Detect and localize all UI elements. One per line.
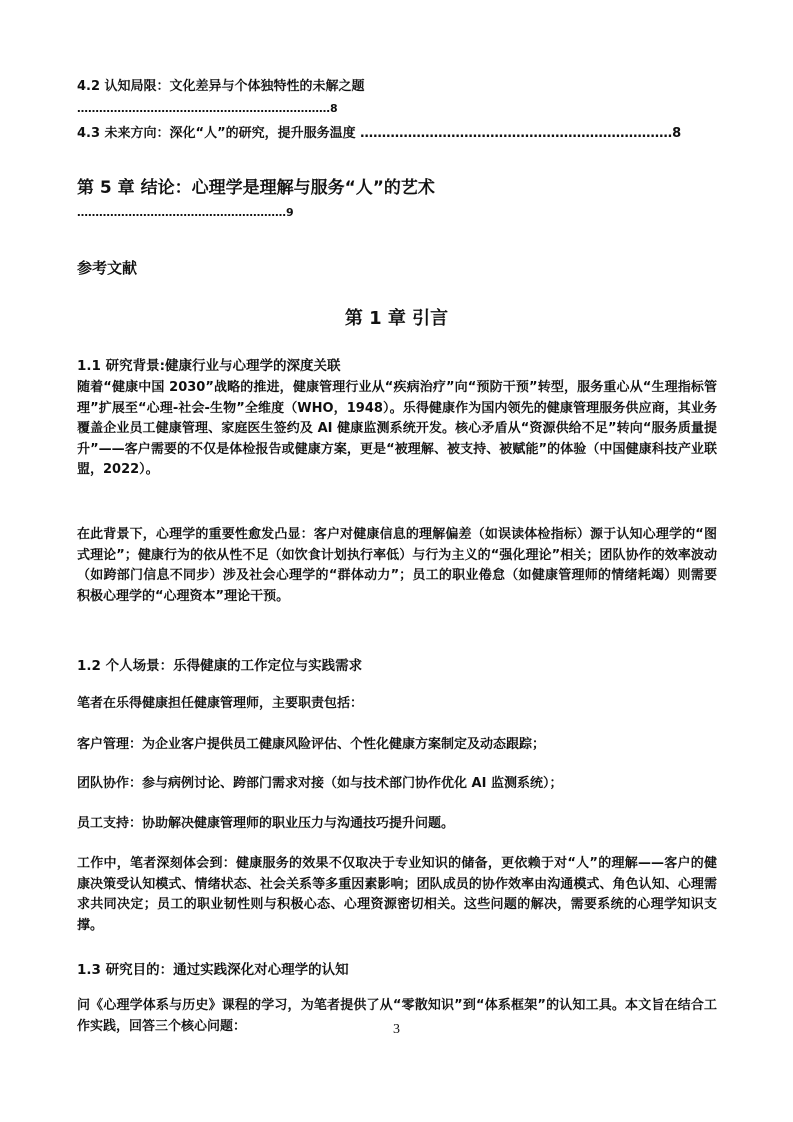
section-1-2-item-team: 团队协作：参与病例讨论、跨部门需求对接（如与技术部门协作优化 AI 监测系统）； — [77, 776, 563, 791]
section-1-1-paragraph-2: 在此背景下，心理学的重要性愈发凸显：客户对健康信息的理解偏差（如误读体检指标）源于认知心理学的“图式理论”；健康行为的依从性不足（如饮食计划执行率低）与行为主义的“强化理论”相关；团队协作的效率波动（如跨部门信息不同步）涉及社会心理学的“群体动力”；员工的职业倦怠（如健康管理师的情绪耗竭）则需要积极心理学的“心理资本”理论干预。 — [77, 527, 717, 604]
section-1-3-paragraph-1: 问《心理学体系与历史》课程的学习，为笔者提供了从“零散知识”到“体系框架”的认知工具。本文旨在结合工作实践，回答三个核心问题： — [77, 998, 717, 1034]
toc-chapter-5-leader: …………………………………………………9 — [77, 206, 294, 219]
page-number: 3 — [393, 1022, 400, 1037]
toc-entry-4-2[interactable]: 4.2 认知局限：文化差异与个体独特性的未解之题 — [77, 79, 365, 94]
section-1-2-item-client: 客户管理：为企业客户提供员工健康风险评估、个性化健康方案制定及动态跟踪； — [77, 737, 546, 752]
section-1-1-paragraph-1: 随着“健康中国 2030”战略的推进，健康管理行业从“疾病治疗”向“预防干预”转型，服务重心从“生理指标管理”扩展至“心理-社会-生物”全维度（WHO，1948）。乐得健康作为国内领先的健康管理服务供应商，其业务覆盖企业员工健康管理、家庭医生签约及 AI 健康监测系统开发。核心矛盾从“资源供给不足”转向“服务质量提升”——客户需要的不仅是体检报告或健康方案，更是“被理解、被支持、被赋能”的体验（中国健康科技产业联盟，2022）。 — [77, 380, 717, 477]
toc-chapter-5[interactable]: 第 5 章 结论：心理学是理解与服务“人”的艺术 — [77, 178, 435, 198]
section-1-2-paragraph-1: 笔者在乐得健康担任健康管理师，主要职责包括： — [77, 696, 364, 711]
section-1-3-title: 1.3 研究目的：通过实践深化对心理学的认知 — [77, 962, 349, 978]
toc-references[interactable]: 参考文献 — [77, 259, 138, 277]
section-1-2-item-staff: 员工支持：协助解决健康管理师的职业压力与沟通技巧提升问题。 — [77, 816, 455, 831]
toc-entry-4-3[interactable]: 4.3 未来方向：深化“人”的研究，提升服务温度 ………………………………………………………………8 — [77, 126, 682, 141]
section-1-2-paragraph-2: 工作中，笔者深刻体会到：健康服务的效果不仅取决于专业知识的储备，更依赖于对“人”的理解——客户的健康决策受认知模式、情绪状态、社会关系等多重因素影响；团队成员的协作效率由沟通模式、角色认知、心理需求共同决定；员工的职业韧性则与积极心态、心理资源密切相关。这些问题的解决，需要系统的心理学知识支撑。 — [77, 856, 717, 933]
toc-entry-4-2-leader: ……………………………………………………………8 — [77, 102, 338, 115]
chapter-title: 第 1 章 引言 — [344, 308, 449, 329]
section-1-2-title: 1.2 个人场景：乐得健康的工作定位与实践需求 — [77, 658, 363, 674]
section-1-1-title: 1.1 研究背景:健康行业与心理学的深度关联 — [77, 358, 341, 374]
